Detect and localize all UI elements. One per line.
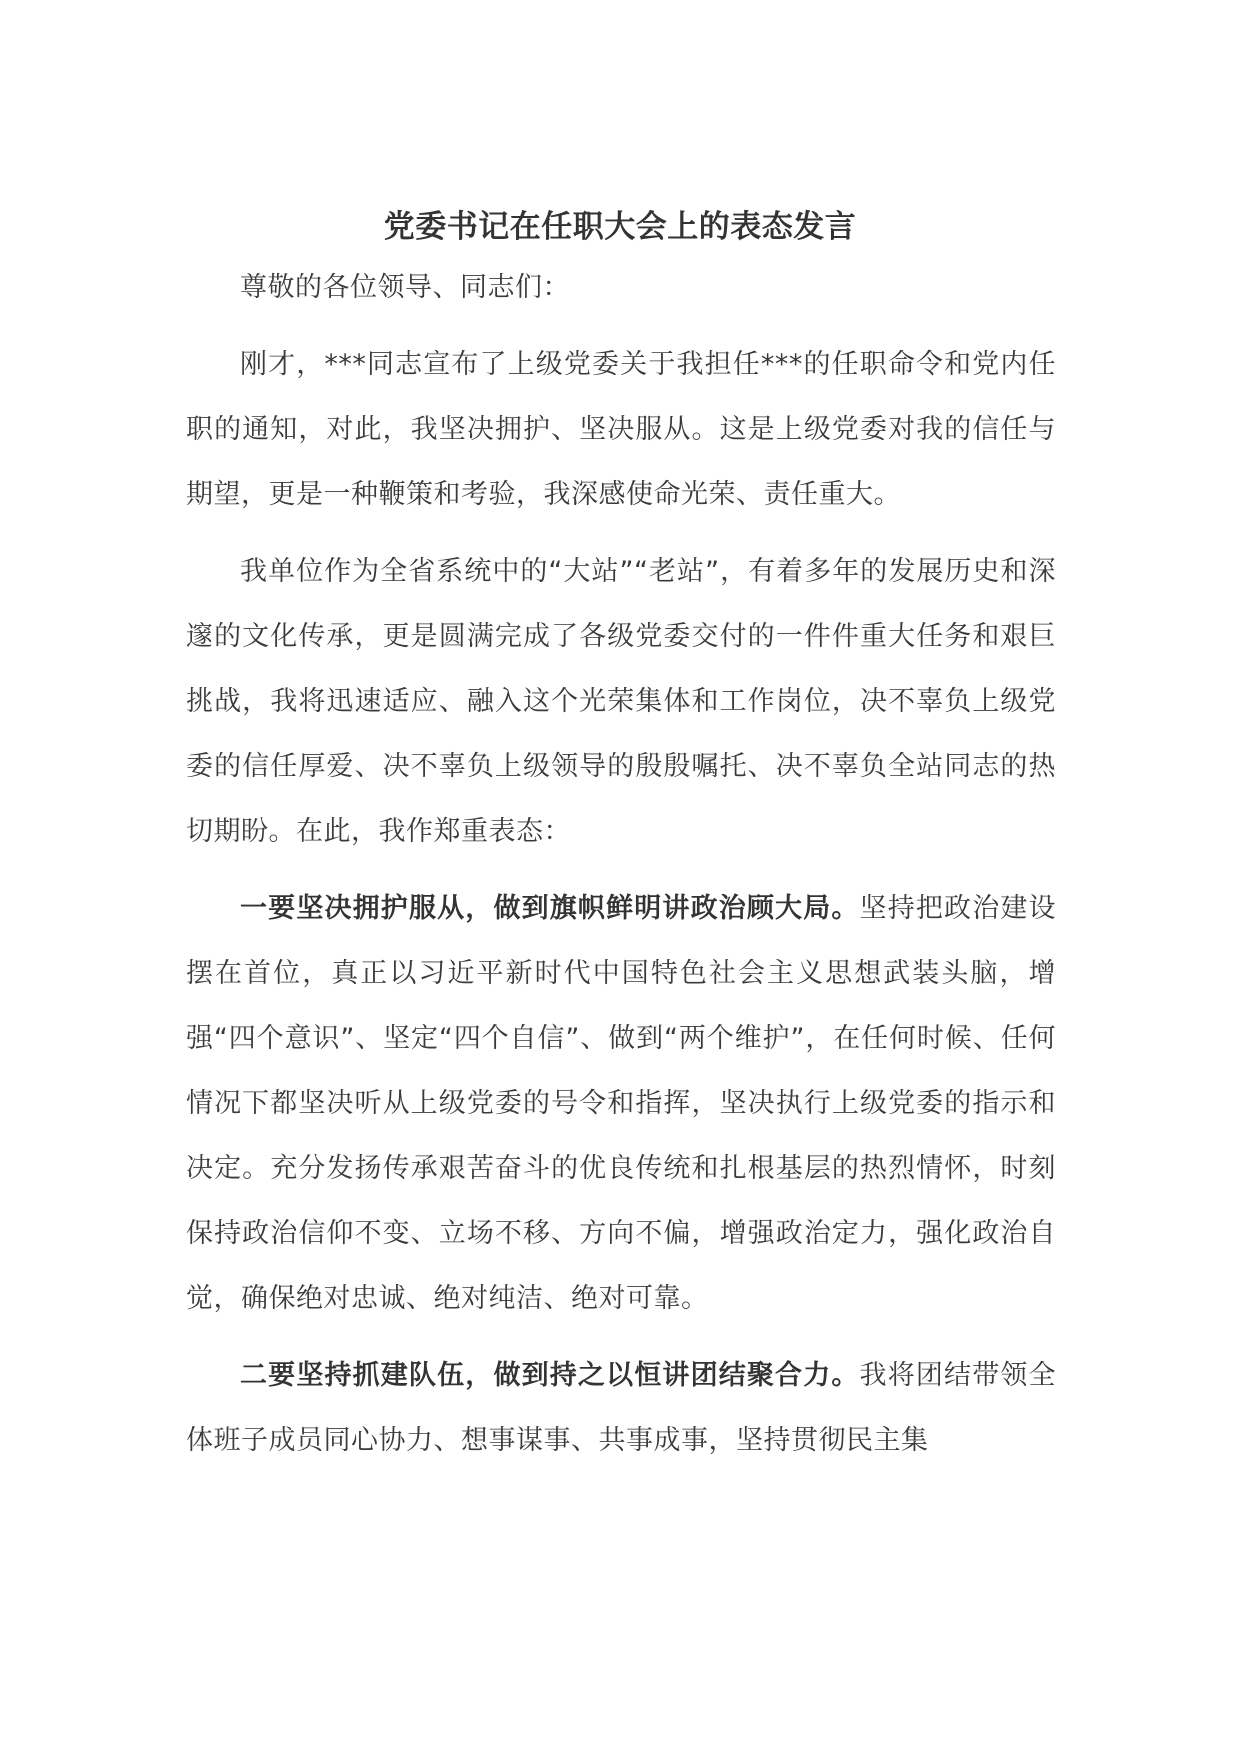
paragraph-4-text: 我将团结带领全体班子成员同心协力、想事谋事、共事成事，坚持贯彻民主集 <box>186 1360 1057 1456</box>
paragraph-1-text: 刚才，***同志宣布了上级党委关于我担任***的任职命令和党内任职的通知，对此，我坚决拥护、坚决服从。这是上级党委对我的信任与期望，更是一种鞭策和考验，我深感使命光荣、责任重大。 <box>186 349 1056 510</box>
document-title: 党委书记在任职大会上的表态发言 <box>383 209 857 245</box>
paragraph-3-text: 坚持把政治建设摆在首位，真正以习近平新时代中国特色社会主义思想武装头脑，增强“四个意识”、坚定“四个自信”、做到“两个维护”，在任何时候、任何情况下都坚决听从上级党委的号令和指挥，坚决执行上级党委的指示和决定。充分发扬传承艰苦奋斗的优良传统和扎根基层的热烈情怀，时刻保持政治信仰不变、立场不移、方向不偏，增强政治定力，强化政治自觉，确保绝对忠诚、绝对纯洁、绝对可靠。 <box>186 893 1057 1314</box>
paragraph-1 <box>186 332 1056 527</box>
paragraph-4 <box>186 1343 1056 1473</box>
salutation: 尊敬的各位领导、同志们： <box>240 272 570 303</box>
paragraph-4-lead: 二要坚持抓建队伍，做到持之以恒讲团结聚合力。 <box>240 1360 860 1391</box>
document-body <box>186 255 1056 1485</box>
paragraph-2-text: 我单位作为全省系统中的“大站”“老站”，有着多年的发展历史和深邃的文化传承，更是圆满完成了各级党委交付的一件件重大任务和艰巨挑战，我将迅速适应、融入这个光荣集体和工作岗位，决不辜负上级党委的信任厚爱、决不辜负上级领导的殷殷嘱托、决不辜负全站同志的热切期盼。在此，我作郑重表态： <box>186 556 1056 847</box>
paragraph-3-lead: 一要坚决拥护服从，做到旗帜鲜明讲政治顾大局。 <box>240 893 860 924</box>
paragraph-2 <box>186 539 1056 864</box>
paragraph-3 <box>186 876 1056 1331</box>
